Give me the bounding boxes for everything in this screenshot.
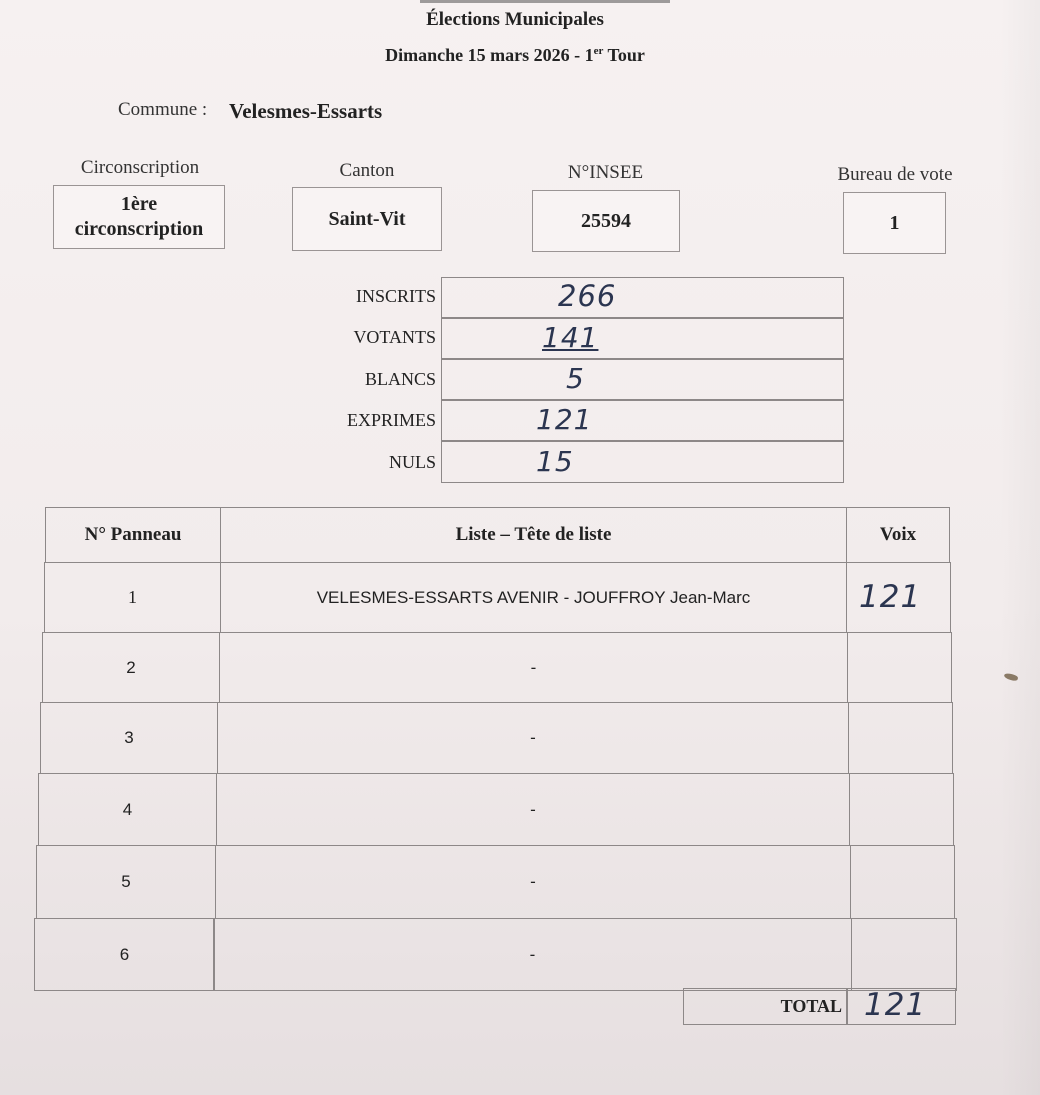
election-date-sup: er [593,45,604,57]
insee-label: N°INSEE [567,162,644,183]
col-header-panneau: N° Panneau [45,507,221,563]
row-5-voix [850,845,955,919]
canton-box [292,187,442,251]
election-date [0,45,1030,66]
bureau-box [843,192,946,254]
row-3-panneau: 3 [40,702,218,774]
bureau-value: 1 [889,211,900,234]
stat-label-blancs: BLANCS [364,369,436,389]
stat-value-nuls: 15 [536,445,574,478]
row-4-liste: - [216,773,850,846]
row-3-liste: - [217,702,849,774]
election-date-text: Dimanche 15 mars 2026 - 1 [385,45,594,65]
row-2-panneau: 2 [42,632,220,703]
row-6-voix [851,918,957,991]
row-1-liste: VELESMES-ESSARTS AVENIR - JOUFFROY Jean-Marc [220,562,847,633]
col-header-liste: Liste – Tête de liste [220,507,847,563]
stat-value-inscrits: 266 [558,279,617,313]
row-4-voix [849,773,954,846]
circonscription-label: Circonscription [80,157,200,178]
stat-label-inscrits: INSCRITS [355,286,436,306]
stat-cell-inscrits [441,277,844,318]
col-header-voix: Voix [846,507,950,563]
circonscription-value-line2: circonscription [74,218,204,240]
insee-box [532,190,680,252]
stat-cell-votants [441,318,844,359]
bureau-label: Bureau de vote [837,164,953,185]
row-2-voix [847,632,952,703]
cropped-heading-remnant [420,0,670,7]
circonscription-value-line1: 1ère [120,193,158,215]
row-5-panneau: 5 [36,845,216,919]
stat-cell-exprimes [441,400,844,441]
row-6-panneau: 6 [34,918,215,991]
total-value-cell [847,988,956,1025]
total-label: TOTAL [683,988,847,1025]
insee-value: 25594 [581,209,631,232]
commune-label: Commune : [118,99,208,120]
election-date-tour: Tour [603,45,645,65]
stat-label-exprimes: EXPRIMES [346,410,436,430]
stat-value-votants: 141 [542,321,599,354]
election-title: Élections Municipales [426,9,604,30]
total-value: 121 [864,987,927,1023]
stat-cell-blancs [441,359,844,400]
circonscription-box [53,185,225,249]
stat-value-exprimes: 121 [536,403,593,436]
row-1-voix-cell [846,562,951,633]
commune-name: Velesmes-Essarts [229,99,383,123]
row-2-liste: - [219,632,848,703]
paper-shadow [1000,0,1040,1095]
stat-label-votants: VOTANTS [353,327,436,347]
row-3-voix [848,702,953,774]
stat-label-nuls: NULS [388,452,436,472]
row-1-voix: 121 [859,579,922,615]
row-6-liste: - [213,918,852,991]
canton-value: Saint-Vit [328,207,406,230]
stat-value-blancs: 5 [566,362,585,395]
row-1-panneau: 1 [44,562,221,633]
stat-cell-nuls [441,441,844,483]
row-4-panneau: 4 [38,773,217,846]
canton-label: Canton [339,160,395,181]
row-5-liste: - [215,845,851,919]
